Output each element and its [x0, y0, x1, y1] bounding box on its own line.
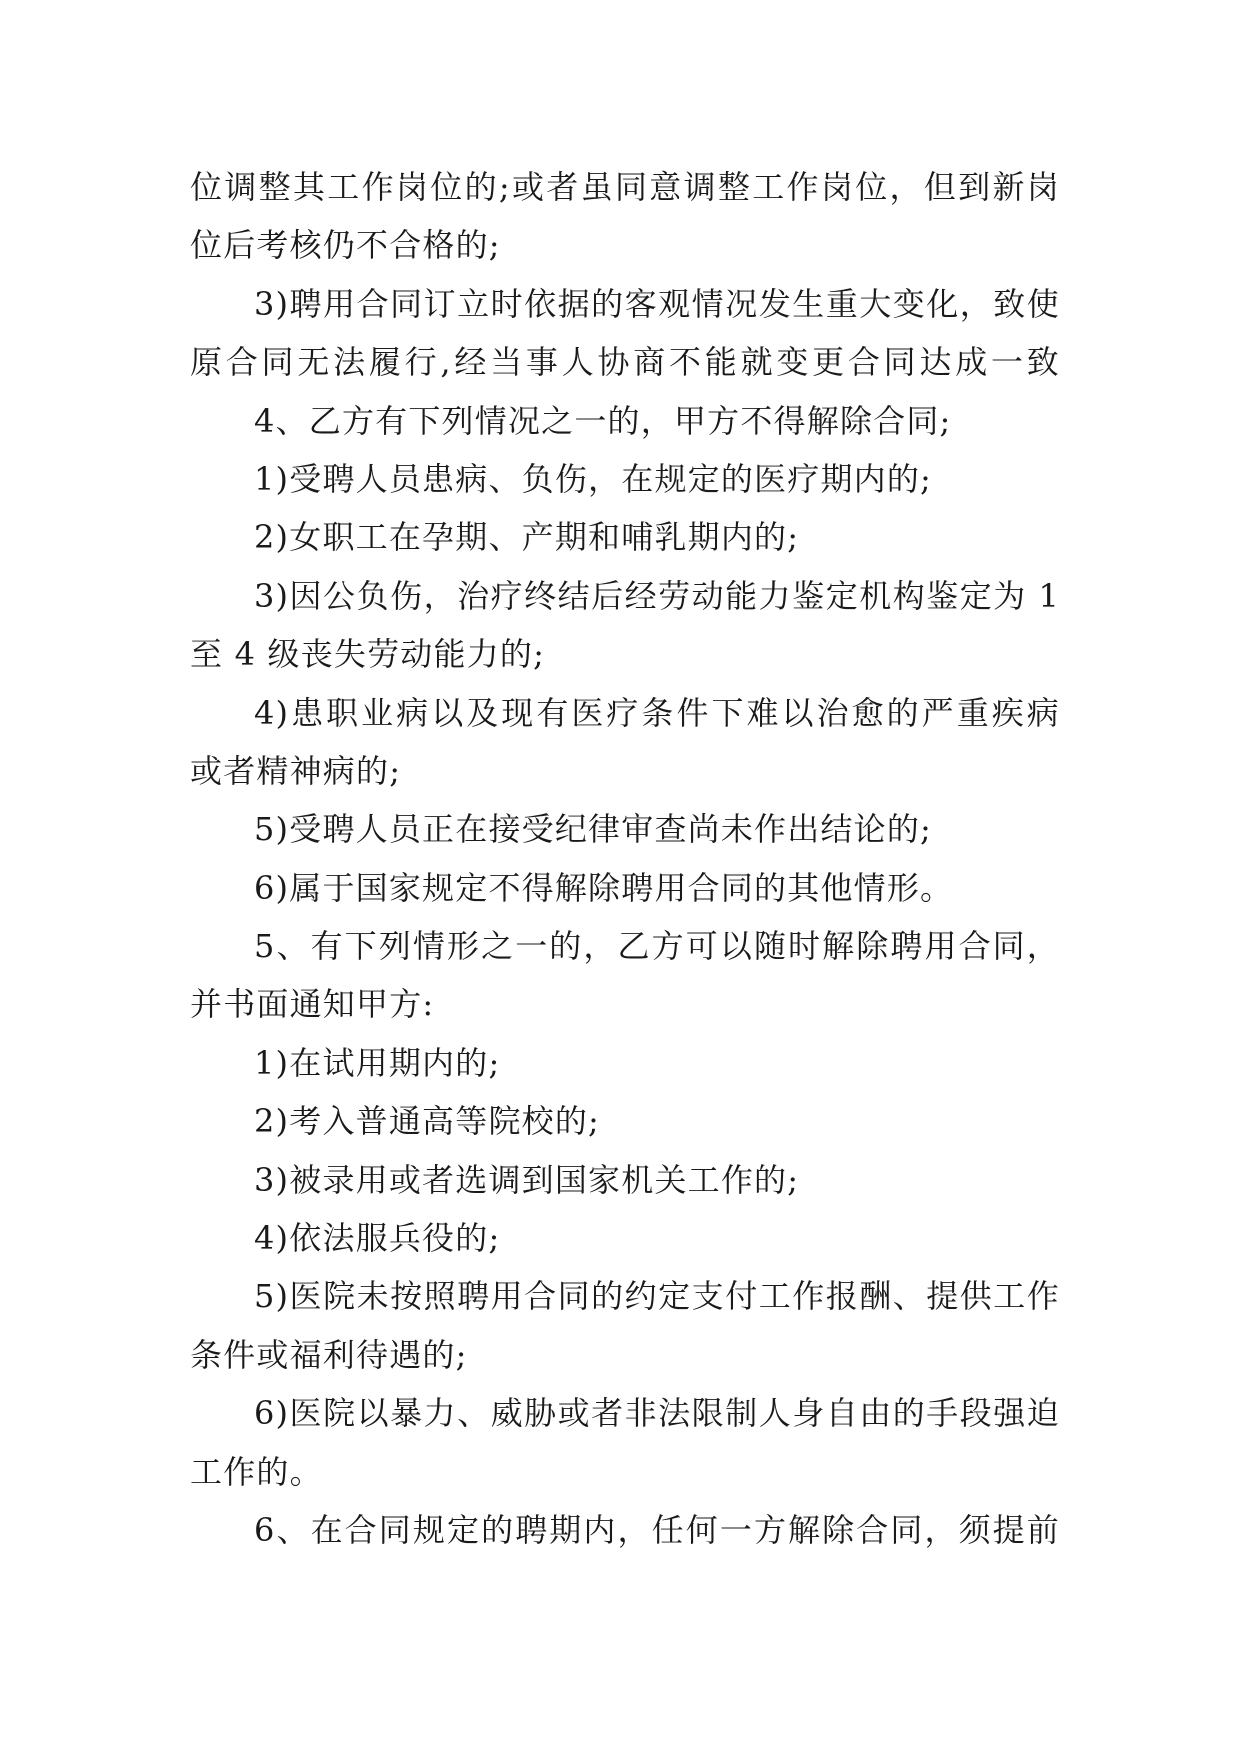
text-line: 2)考入普通高等院校的; — [254, 1102, 601, 1141]
text-line: 1)受聘人员患病、负伤，在规定的医疗期内的; — [254, 459, 933, 498]
text-line: 至 4 级丧失劳动能力的; — [190, 635, 546, 674]
text-line: 5)受聘人员正在接受纪律审查尚未作出结论的; — [254, 810, 933, 849]
text-line: 5、有下列情形之一的，乙方可以随时解除聘用合同， — [254, 927, 1060, 966]
text-line: 条件或福利待遇的; — [190, 1335, 468, 1374]
text-line: 工作的。 — [190, 1452, 323, 1491]
text-line: 4)依法服兵役的; — [254, 1219, 501, 1258]
text-line: 或者精神病的; — [190, 751, 402, 790]
text-line: 并书面通知甲方: — [190, 985, 435, 1024]
text-line: 2)女职工在孕期、产期和哺乳期内的; — [254, 518, 800, 557]
text-line: 1)在试用期内的; — [254, 1043, 501, 1082]
text-line: 6、在合同规定的聘期内，任何一方解除合同，须提前 — [254, 1510, 1060, 1549]
text-line: 3)被录用或者选调到国家机关工作的; — [254, 1160, 800, 1199]
document-body — [190, 158, 1060, 1559]
text-line: 3)聘用合同订立时依据的客观情况发生重大变化，致使 — [254, 284, 1060, 323]
text-line: 4、乙方有下列情况之一的，甲方不得解除合同; — [254, 401, 952, 440]
text-line: 位后考核仍不合格的; — [190, 226, 501, 265]
text-line: 原合同无法履行,经当事人协商不能就变更合同达成一致 — [190, 343, 1060, 382]
text-line: 5)医院未按照聘用合同的约定支付工作报酬、提供工作 — [254, 1277, 1060, 1316]
text-line: 位调整其工作岗位的;或者虽同意调整工作岗位，但到新岗 — [190, 168, 1060, 206]
text-line: 3)因公负伤，治疗终结后经劳动能力鉴定机构鉴定为 1 — [254, 576, 1060, 615]
text-line: 6)属于国家规定不得解除聘用合同的其他情形。 — [254, 868, 954, 907]
text-line: 6)医院以暴力、威胁或者非法限制人身自由的手段强迫 — [254, 1394, 1060, 1433]
text-line: 4)患职业病以及现有医疗条件下难以治愈的严重疾病 — [254, 693, 1060, 732]
